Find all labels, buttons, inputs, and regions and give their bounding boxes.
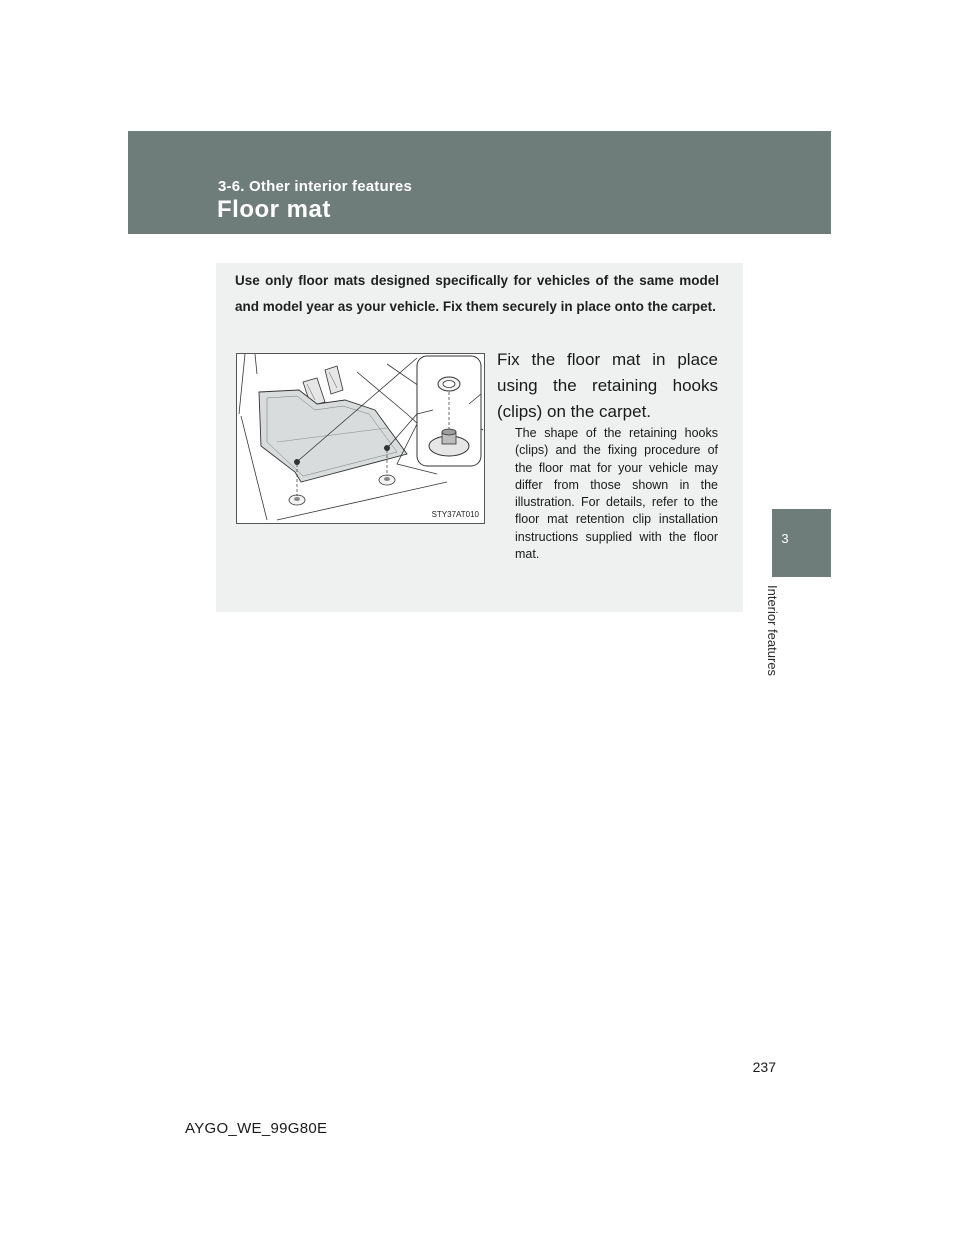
section-label: 3-6. Other interior features xyxy=(218,178,412,195)
floor-mat-drawing xyxy=(237,354,484,523)
note-text: The shape of the retaining hooks (clips) and the fixing procedure of the floor mat for your vehicle may differ from those shown in the illustration. For details, refer to the floor mat retention clip installation instructions supplied with the floor mat. xyxy=(515,426,718,562)
floor-clip-center xyxy=(294,497,300,501)
accelerator-pedal xyxy=(325,366,343,394)
document-code: AYGO_WE_99G80E xyxy=(185,1120,328,1137)
instruction-text: Fix the floor mat in place using the retaining hooks (clips) on the carpet. xyxy=(497,350,718,421)
figure-code: STY37AT010 xyxy=(431,510,479,519)
chapter-tab-number: 3 xyxy=(781,531,789,546)
floor-mat-illustration xyxy=(236,353,485,524)
clip-ring-hole xyxy=(443,381,455,388)
chapter-tab-label-wrap xyxy=(765,585,797,695)
floor-clip-center xyxy=(384,477,390,481)
intro-text: Use only floor mats designed specifically for vehicles of the same model and model year as your vehicle. Fix them securely in place onto the carpet. xyxy=(235,273,719,314)
frame-line xyxy=(239,354,245,414)
leader-line xyxy=(389,414,417,446)
frame-line xyxy=(255,354,257,374)
clip-post-top xyxy=(442,429,456,435)
page-number: 237 xyxy=(752,1059,776,1075)
chapter-tab-label: Interior features xyxy=(765,585,780,677)
page-title: Floor mat xyxy=(217,196,331,223)
